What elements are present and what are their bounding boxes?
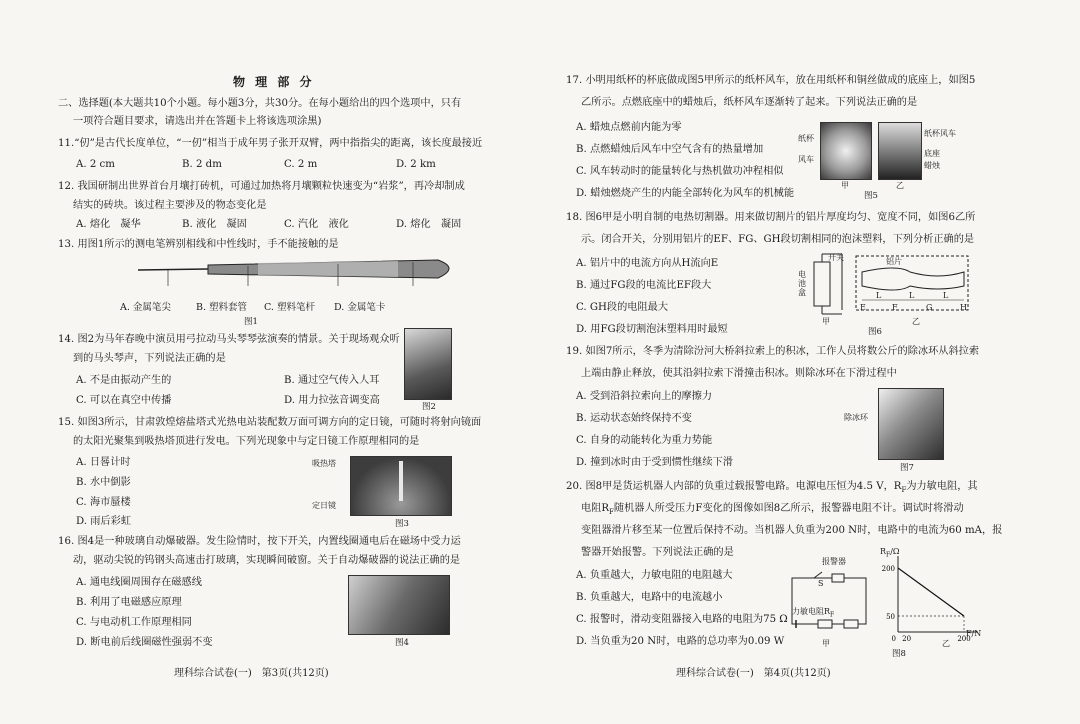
fig6-yi-label: 乙 (912, 317, 920, 326)
fig8-switch-s: S (818, 579, 824, 588)
question-20-line2: 电阻$R_F$随机器人所受压力F变化的图像如图8乙所示，报警器电阻不计。调试时将滑动 (581, 503, 964, 517)
question-14-line2: 到的马头琴声，下列说法正确的是 (73, 353, 226, 364)
fig8-ylabel: $R_F/\Omega$ (880, 547, 900, 559)
q12-option-b: B. 液化 凝固 (182, 219, 247, 230)
fig3-mirror-label: 定日镜 (312, 501, 336, 510)
question-11: 11.“仞”是古代长度单位，“一仞”相当于成年男子张开双臂，两中指指尖的距离，该长度最接近 (58, 138, 483, 149)
q11-option-b: B. 2 dm (182, 159, 222, 170)
q17-option-d: D. 蜡烛燃烧产生的内能全部转化为风车的机械能 (576, 188, 795, 199)
fig7-ring-label: 除冰环 (844, 413, 868, 422)
pen-label-c: C. 塑料笔杆 (264, 302, 315, 313)
question-17-line1: 17. 小明用纸杯的杯底做成图5甲所示的纸杯风车，放在用纸杯和铜丝做成的底座上，如图5 (566, 75, 976, 86)
q11-option-d: D. 2 km (396, 159, 436, 170)
figure-8-circuit (788, 566, 870, 636)
fig6-length-1: L (876, 291, 882, 300)
fig6-point-g: G (926, 303, 933, 312)
fig6-point-f: F (892, 303, 898, 312)
fig8-alarm-label: 报警器 (822, 557, 846, 566)
figure-5-yi-photo (878, 122, 922, 180)
q15-option-b: B. 水中倒影 (76, 477, 131, 488)
fig5-paper-label: 纸杯 (798, 134, 814, 143)
page-4 (566, 0, 1006, 724)
q12-option-a: A. 熔化 凝华 (76, 219, 141, 230)
q15-option-a: A. 日晷计时 (76, 457, 131, 468)
fig6-length-3: L (943, 291, 949, 300)
figure-3-photo (350, 456, 452, 516)
q14-option-a: A. 不是由振动产生的 (76, 375, 172, 386)
figure-3-caption: 图3 (395, 519, 409, 529)
figure-7-caption: 图7 (900, 463, 914, 473)
question-16-line1: 16. 图4是一种玻璃自动爆破器。发生险情时，按下开关，内置线圈通电后在磁场中受力运 (58, 536, 461, 547)
fig5-candle-label: 蜡烛 (924, 161, 940, 170)
q17-option-a: A. 蜡烛点燃前内能为零 (576, 122, 682, 133)
question-19-line2: 上端由静止释放，使其沿斜拉索下滑撞击积冰。则除冰环在下滑过程中 (581, 368, 897, 379)
pen-label-b: B. 塑料套管 (196, 302, 248, 313)
fig8-resistor-label: 力敏电阻$R_F$ (792, 607, 835, 619)
q11-option-a: A. 2 cm (76, 159, 115, 170)
question-15-line2: 的太阳光聚集到吸热塔顶进行发电。下列光现象中与定日镜工作原理相同的是 (73, 436, 420, 447)
q12-option-c: C. 汽化 液化 (284, 219, 349, 230)
q17-option-b: B. 点燃蜡烛后风车中空气含有的热量增加 (576, 144, 764, 155)
question-14-line1: 14. 图2为马年春晚中演员用弓拉动马头琴琴弦演奏的情景。关于现场观众听 (58, 334, 400, 345)
figure-5-caption: 图5 (864, 191, 878, 201)
question-15-line1: 15. 如图3所示，甘肃敦煌熔盐塔式光热电站装配数万面可调方向的定日镜，可随时将射向镜面 (58, 417, 482, 428)
q16-option-a: A. 通电线圈周围存在磁感线 (76, 577, 202, 588)
fig5-wind-label: 风车 (798, 155, 814, 164)
q17-option-c: C. 风车转动时的能量转化与热机做功冲程相似 (576, 166, 784, 177)
q20-option-a: A. 负重越大，力敏电阻的电阻越大 (576, 570, 733, 581)
figure-6-caption: 图6 (868, 327, 882, 337)
fig8-jia-label: 甲 (822, 639, 830, 648)
y-tick-50: 50 (886, 613, 895, 621)
fig8-xlabel: F/N (966, 629, 982, 638)
figure-5-jia-photo (820, 122, 872, 180)
q15-option-d: D. 雨后彩虹 (76, 516, 132, 527)
question-20-line3: 变阻器滑片移至某一位置后保持不动。当机器人负重为200 N时，电路中的电流为60 mA，报 (581, 525, 1003, 536)
q19-option-b: B. 运动状态始终保持不变 (576, 413, 692, 424)
pen-label-d: D. 金属笔卡 (334, 302, 386, 313)
question-18-line1: 18. 图6甲是小明自制的电热切割器。用来做切割片的铝片厚度均匀、宽度不同，如图6乙所 (566, 212, 976, 223)
question-18-line2: 示。闭合开关，分别用铝片的EF、FG、GH段切割相同的泡沫塑料，下列分析正确的是 (581, 234, 975, 245)
fig6-point-e: E (860, 303, 866, 312)
q15-option-c: C. 海市蜃楼 (76, 497, 131, 508)
fig6-length-2: L (909, 291, 915, 300)
x-tick-0: 0 (891, 635, 896, 643)
q12-option-d: D. 熔化 凝固 (396, 219, 462, 230)
y-tick-200: 200 (881, 565, 895, 573)
x-tick-200: 200 (957, 635, 971, 643)
q18-option-a: A. 铝片中的电流方向从H流向E (576, 258, 719, 269)
fig5-yi-label: 乙 (896, 181, 904, 190)
q19-option-d: D. 撞到冰时由于受到惯性继续下滑 (576, 457, 733, 468)
figure-1-caption: 图1 (244, 317, 258, 327)
q19-option-a: A. 受到沿斜拉索向上的摩擦力 (576, 391, 713, 402)
figure-2-photo (404, 328, 452, 400)
fig8-chart-area (882, 556, 978, 643)
question-13: 13. 用图1所示的测电笔辨别相线和中性线时，手不能接触的是 (58, 239, 339, 250)
fig6-point-h: H (960, 303, 967, 312)
resistance-line (898, 568, 964, 616)
fig3-tower-label: 吸热塔 (312, 459, 336, 468)
section-instructions-2: 一项符合题目要求，请选出并在答题卡上将该选项涂黑) (73, 116, 322, 127)
x-tick-20: 20 (902, 635, 912, 643)
q18-option-b: B. 通过FG段的电流比EF段大 (576, 280, 712, 291)
q16-option-c: C. 与电动机工作原理相同 (76, 617, 192, 628)
q16-option-b: B. 利用了电磁感应原理 (76, 597, 182, 608)
fig5-base-label: 底座 (924, 149, 940, 158)
question-12-line1: 12. 我国研制出世界首台月壤打砖机，可通过加热将月壤颗粒快速变为“岩浆”，再冷却制成 (58, 181, 465, 192)
q14-option-d: D. 用力拉弦音调变高 (284, 395, 380, 406)
fig6-switch-label: 开关 (828, 253, 844, 262)
q16-option-d: D. 断电前后线圈磁性强弱不变 (76, 637, 213, 648)
q20-option-b: B. 负重越大，电路中的电流越小 (576, 592, 723, 603)
q20-option-c: C. 报警时，滑动变阻器接入电路的电阻为75 Ω (576, 614, 788, 625)
fig5-windmill-label: 纸杯风车 (924, 129, 956, 138)
q11-option-c: C. 2 m (284, 159, 318, 170)
q18-option-d: D. 用FG段切割泡沫塑料用时最短 (576, 324, 728, 335)
figure-8-caption: 图8 (892, 649, 906, 659)
figure-7-photo (878, 388, 944, 460)
figure-2-caption: 图2 (422, 402, 436, 412)
test-pen-figure (138, 252, 468, 288)
page-3-footer: 理科综合试卷(一) 第3页(共12页) (174, 668, 329, 679)
pen-label-a: A. 金属笔尖 (120, 302, 171, 313)
section-title: 物 理 部 分 (233, 75, 315, 89)
q18-option-c: C. GH段的电阻最大 (576, 302, 669, 313)
question-20-line1: 20. 图8甲是货运机器人内部的负重过载报警电路。电源电压恒为4.5 V，$R_F$为力敏电阻，其 (566, 481, 978, 495)
q20-option-d: D. 当负重为20 N时，电路的总功率为0.09 W (576, 636, 785, 647)
figure-4-photo (348, 575, 450, 635)
q19-option-c: C. 自身的动能转化为重力势能 (576, 435, 713, 446)
fig8-yi-label: 乙 (942, 639, 950, 648)
question-20-line4: 警器开始报警。下列说法正确的是 (581, 547, 734, 558)
page-4-footer: 理科综合试卷(一) 第4页(共12页) (676, 668, 831, 679)
question-12-line2: 结实的砖块。该过程主要涉及的物态变化是 (73, 200, 267, 211)
fig6-jia-label: 甲 (822, 317, 830, 326)
question-19-line1: 19. 如图7所示，冬季为清除汾河大桥斜拉索上的积冰，工作人员将数公斤的除冰环从斜拉索 (566, 346, 980, 357)
figure-4-caption: 图4 (395, 638, 409, 648)
question-17-line2: 乙所示。点燃底座中的蜡烛后，纸杯风车逐渐转了起来。下列说法正确的是 (581, 97, 918, 108)
q14-option-c: C. 可以在真空中传播 (76, 395, 172, 406)
q14-option-b: B. 通过空气传入人耳 (284, 375, 380, 386)
page-3 (58, 0, 488, 724)
fig5-jia-label: 甲 (841, 181, 849, 190)
section-instructions-1: 二、选择题(本大题共10个小题。每小题3分，共30分。在每小题给出的四个选项中，只有 (58, 98, 462, 109)
fig6-aluminum-label: 铝片 (886, 257, 902, 266)
question-16-line2: 动，驱动尖锐的钨钢头高速击打玻璃，实现瞬间破窗。关于自动爆破器的说法正确的是 (73, 555, 461, 566)
fig6-battery-box-label: 电池盒 (798, 270, 806, 298)
